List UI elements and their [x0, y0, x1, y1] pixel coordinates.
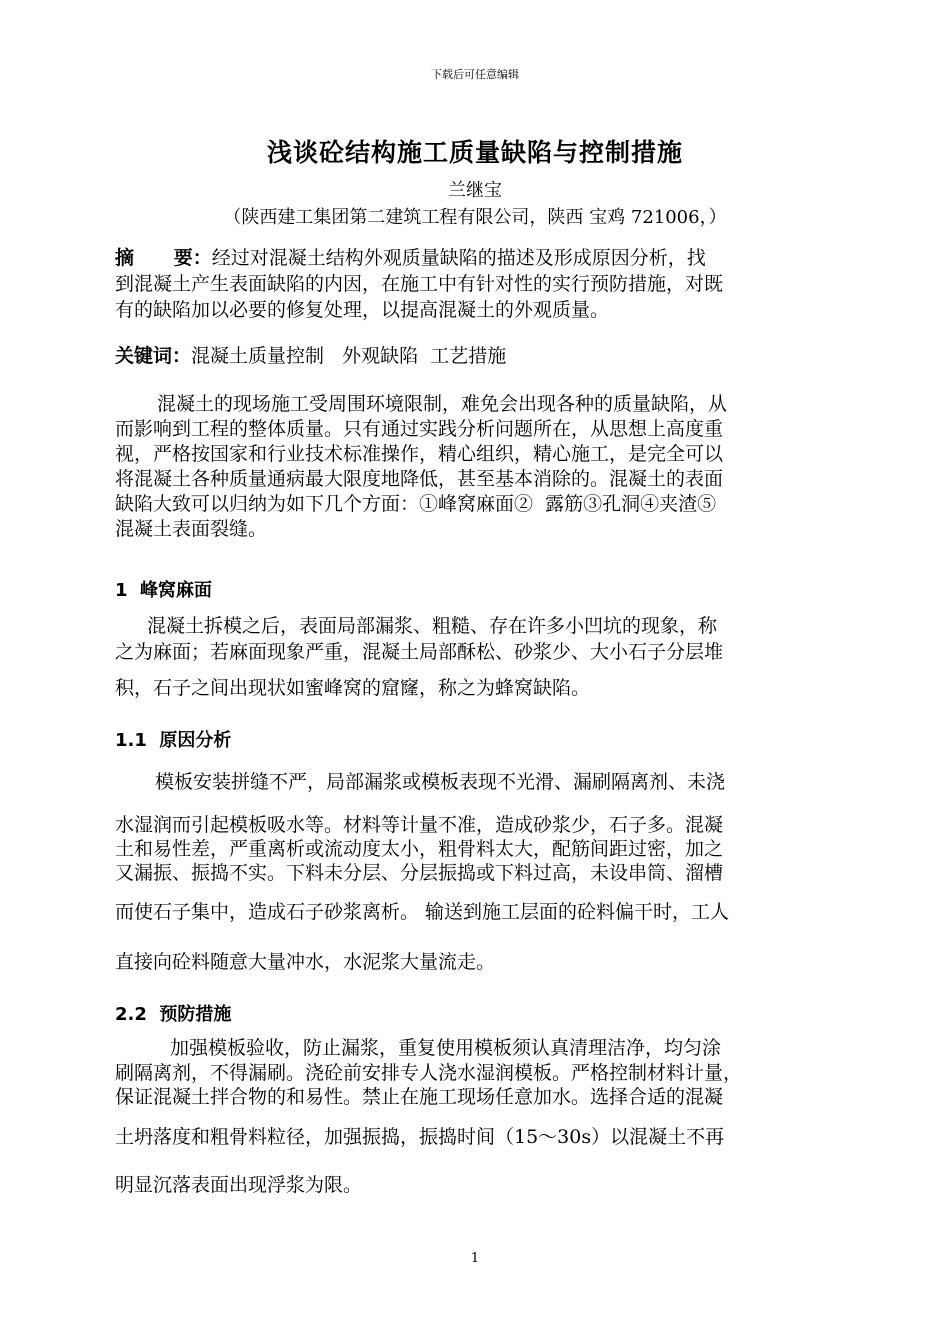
section-1-line-1: 混凝土拆模之后，表面局部漏浆、粗糙、存在许多小凹坑的现象，称 [147, 615, 718, 637]
section-1-1-line-6: 直接向砼料随意大量冲水，水泥浆大量流走。 [115, 951, 496, 973]
section-1-1-line-4: 又漏振、振捣不实。下料未分层、分层振捣或下料过高，未设串筒、溜槽 [115, 862, 724, 884]
section-1-line-2: 之为麻面；若麻面现象严重，混凝土局部酥松、砂浆少、大小石子分层堆 [115, 641, 724, 663]
author-name: 兰继宝 [448, 180, 502, 201]
intro-line-3: 视，严格按国家和行业技术标准操作，精心组织，精心施工，是完全可以 [115, 443, 724, 465]
section-1-1-line-3: 土和易性差，严重离析或流动度太小，粗骨料太大，配筋间距过密，加之 [115, 838, 724, 860]
abstract-text: 经过对混凝土结构外观质量缺陷的描述及形成原因分析，找 [211, 247, 706, 269]
intro-line-5: 缺陷大致可以归纳为如下几个方面：①峰窝麻面② 露筋③孔洞④夹渣⑤ [115, 493, 717, 515]
abstract-line-1 [115, 246, 706, 270]
abstract-label: 摘 要： [115, 247, 212, 269]
keywords-label: 关键词： [115, 345, 192, 367]
section-2-2-line-2: 刷隔离剂，不得漏刷。浇砼前安排专人浇水湿润模板。严格控制材料计量， [115, 1062, 743, 1084]
intro-line-1: 混凝土的现场施工受周围环境限制，难免会出现各种的质量缺陷，从 [157, 393, 728, 415]
keywords-line [115, 344, 506, 368]
section-2-2-line-4: 土坍落度和粗骨料粒径，加强振捣，振捣时间（15～30s）以混凝土不再 [115, 1126, 725, 1148]
author-affiliation: （陕西建工集团第二建筑工程有限公司，陕西 宝鸡 721006，） [223, 207, 727, 228]
section-1-line-3: 积，石子之间出现状如蜜峰窝的窟窿，称之为蜂窝缺陷。 [115, 677, 591, 699]
section-2-2-line-1: 加强模板验收，防止漏浆，重复使用模板须认真清理洁净，均匀涂 [170, 1037, 722, 1059]
section-1-1-line-2: 水湿润而引起模板吸水等。材料等计量不准，造成砂浆少，石子多。混凝 [115, 814, 724, 836]
abstract-line-3: 有的缺陷加以必要的修复处理，以提高混凝土的外观质量。 [115, 299, 610, 321]
page-number: 1 [470, 1251, 480, 1266]
section-1-1-heading: 1.1 原因分析 [115, 730, 232, 751]
document-title: 浅谈砼结构施工质量缺陷与控制措施 [266, 138, 683, 167]
section-2-2-line-5: 明显沉落表面出现浮浆为限。 [115, 1174, 363, 1196]
intro-line-4: 将混凝土各种质量通病最大限度地降低，甚至基本消除的。混凝土的表面 [115, 468, 724, 490]
intro-line-6: 混凝土表面裂缝。 [115, 518, 268, 540]
section-2-2-line-3: 保证混凝土拌合物的和易性。禁止在施工现场任意加水。选择合适的混凝 [115, 1086, 724, 1108]
section-2-2-heading: 2.2 预防措施 [115, 1004, 232, 1025]
section-1-heading: 1 峰窝麻面 [115, 580, 213, 601]
keywords-text: 混凝土质量控制 外观缺陷 工艺措施 [191, 345, 507, 367]
page-header: 下载后可任意编辑 [431, 68, 519, 81]
intro-line-2: 而影响到工程的整体质量。只有通过实践分析问题所在，从思想上高度重 [115, 418, 724, 440]
section-1-1-line-1: 模板安装拼缝不严，局部漏浆或模板表现不光滑、漏刷隔离剂、未浇 [155, 771, 726, 793]
abstract-line-2: 到混凝土产生表面缺陷的内因，在施工中有针对性的实行预防措施，对既 [115, 273, 724, 295]
section-1-1-line-5: 而使石子集中，造成石子砂浆离析。 输送到施工层面的砼料偏干时，工人 [115, 901, 730, 923]
